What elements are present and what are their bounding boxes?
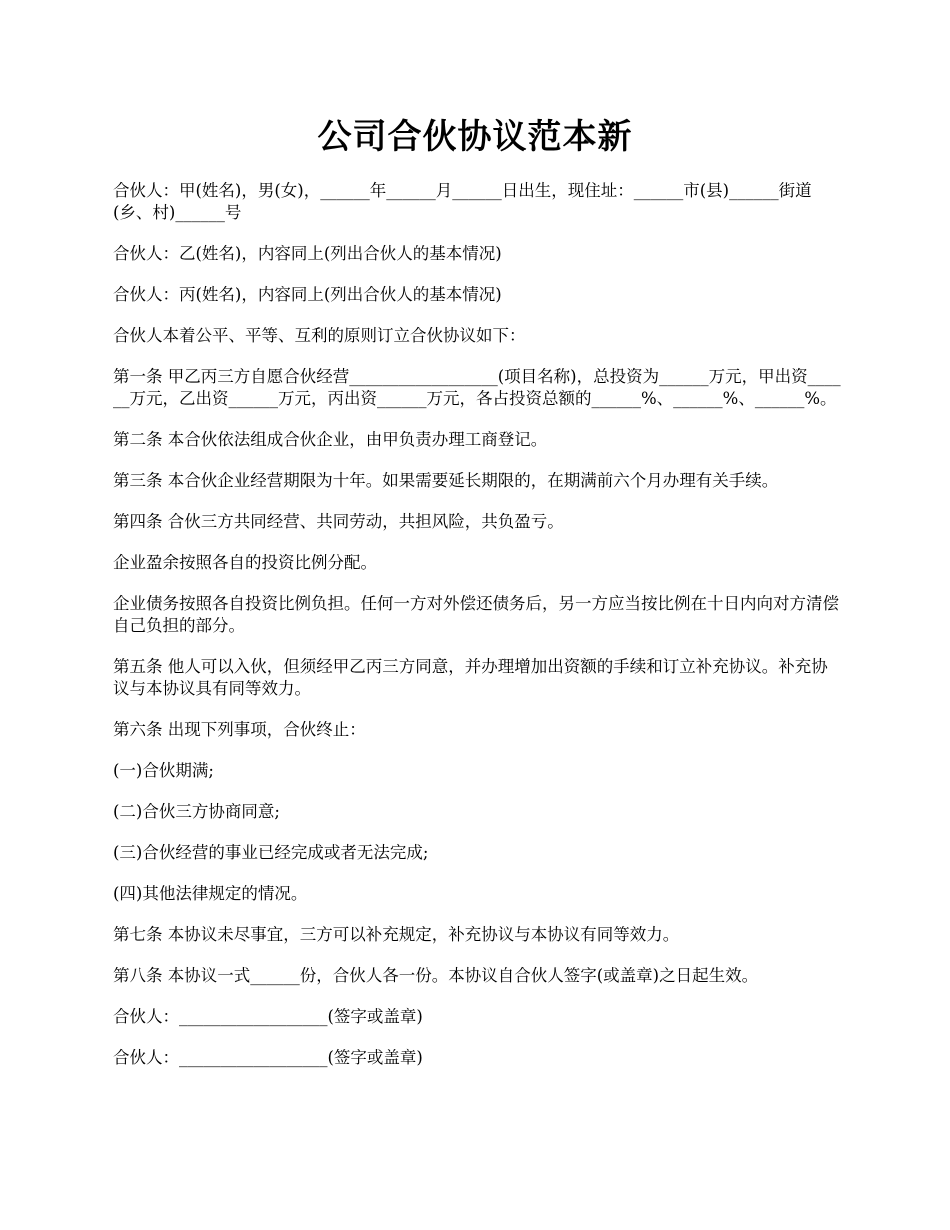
termination-item-4: (四)其他法律规定的情况。 — [113, 884, 308, 903]
article-2: 第二条 本合伙依法组成合伙企业，由甲负责办理工商登记。 — [113, 430, 548, 449]
termination-item-2: (二)合伙三方协商同意; — [113, 802, 280, 821]
document-title: 公司合伙协议范本新 — [317, 117, 633, 157]
article-7: 第七条 本协议未尽事宜，三方可以补充规定，补充协议与本协议有同等效力。 — [113, 925, 680, 944]
article-1: 第一条 甲乙丙三方自愿合伙经营__________________(项目名称)，总投资为______万元，甲出资______万元，乙出资______万元，丙出资______万元，各占投资总额的______%、______%、______%。 — [113, 367, 841, 408]
article-5: 第五条 他人可以入伙，但须经甲乙丙三方同意，并办理增加出资额的手续和订立补充协议。补充协议与本协议具有同等效力。 — [113, 657, 828, 698]
article-8: 第八条 本协议一式______份，合伙人各一份。本协议自合伙人签字(或盖章)之日起生效。 — [113, 966, 759, 985]
signature-line-2: 合伙人：__________________(签字或盖章) — [113, 1048, 423, 1067]
partner-a-info: 合伙人：甲(姓名)，男(女)，______年______月______日出生，现住址：______市(县)______街道(乡、村)______号 — [113, 181, 812, 222]
debt-liability: 企业债务按照各自投资比例负担。任何一方对外偿还债务后，另一方应当按比例在十日内向对方清偿自己负担的部分。 — [113, 594, 839, 635]
article-4: 第四条 合伙三方共同经营、共同劳动，共担风险，共负盈亏。 — [113, 512, 564, 531]
signature-line-1: 合伙人：__________________(签字或盖章) — [113, 1007, 423, 1026]
document-body — [113, 180, 843, 1088]
termination-item-1: (一)合伙期满; — [113, 761, 214, 780]
article-6: 第六条 出现下列事项，合伙终止： — [113, 720, 366, 739]
profit-distribution: 企业盈余按照各自的投资比例分配。 — [113, 553, 377, 572]
partner-c-info: 合伙人：丙(姓名)，内容同上(列出合伙人的基本情况) — [113, 285, 502, 304]
termination-item-3: (三)合伙经营的事业已经完成或者无法完成; — [113, 843, 429, 862]
article-3: 第三条 本合伙企业经营期限为十年。如果需要延长期限的，在期满前六个月办理有关手续。 — [113, 471, 779, 490]
partner-b-info: 合伙人：乙(姓名)，内容同上(列出合伙人的基本情况) — [113, 244, 502, 263]
preamble: 合伙人本着公平、平等、互利的原则订立合伙协议如下： — [113, 326, 526, 345]
